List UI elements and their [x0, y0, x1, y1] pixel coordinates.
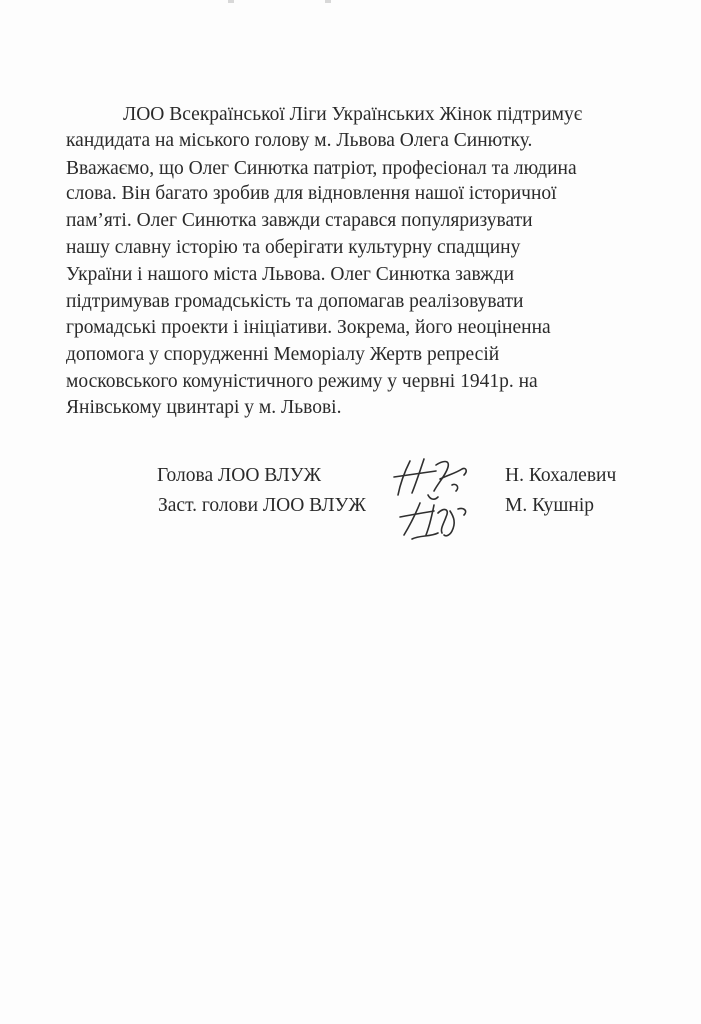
letter-line: пам’яті. Олег Синютка завжди старався популяризувати: [66, 210, 533, 231]
letter-line: кандидата на міського голову м. Львова Олега Синютку.: [66, 130, 533, 151]
letter-line: допомога у спорудженні Меморіалу Жертв репресій: [66, 344, 500, 365]
signatory-title: Заст. голови ЛОО ВЛУЖ: [158, 495, 366, 516]
letter-line: Вважаємо, що Олег Синютка патріот, професіонал та людина: [66, 158, 577, 179]
signature-stroke: [440, 468, 466, 479]
letter-line: ЛОО Всекраїнської Ліги Українських Жінок підтримує: [123, 104, 583, 125]
signature-stroke: [412, 459, 424, 493]
signature-stroke: [412, 533, 438, 539]
signatory-name: Н. Кохалевич: [505, 465, 617, 486]
signatory-title: Голова ЛОО ВЛУЖ: [157, 465, 322, 486]
signature-image: [390, 455, 500, 545]
letter-line: підтримував громадськість та допомагав реалізовувати: [66, 291, 524, 312]
letter-body: [0, 0, 701, 440]
signature-stroke: [428, 495, 438, 499]
signature-stroke: [398, 461, 410, 495]
signature-stroke: [426, 505, 434, 535]
letter-line: Янівському цвинтарі у м. Львові.: [66, 397, 342, 418]
signature-stroke: [438, 510, 447, 533]
letter-line: нашу славну історію та оберігати культурну спадщину: [66, 237, 521, 258]
signature-stroke: [452, 484, 458, 491]
signature-stroke: [404, 503, 420, 535]
signatory-name: М. Кушнір: [505, 495, 594, 516]
letter-line: слова. Він багато зробив для відновлення нашої історичної: [66, 183, 557, 204]
signature-stroke: [444, 511, 454, 536]
signature-stroke: [458, 508, 466, 515]
letter-line: України і нашого міста Львова. Олег Синютка завжди: [66, 264, 515, 285]
letter-line: московського комуністичного режиму у червні 1941р. на: [66, 371, 538, 392]
signature-stroke: [394, 471, 436, 477]
handwritten-signatures: [390, 455, 500, 545]
letter-line: громадські проекти і ініціативи. Зокрема, його неоціненна: [66, 317, 551, 338]
